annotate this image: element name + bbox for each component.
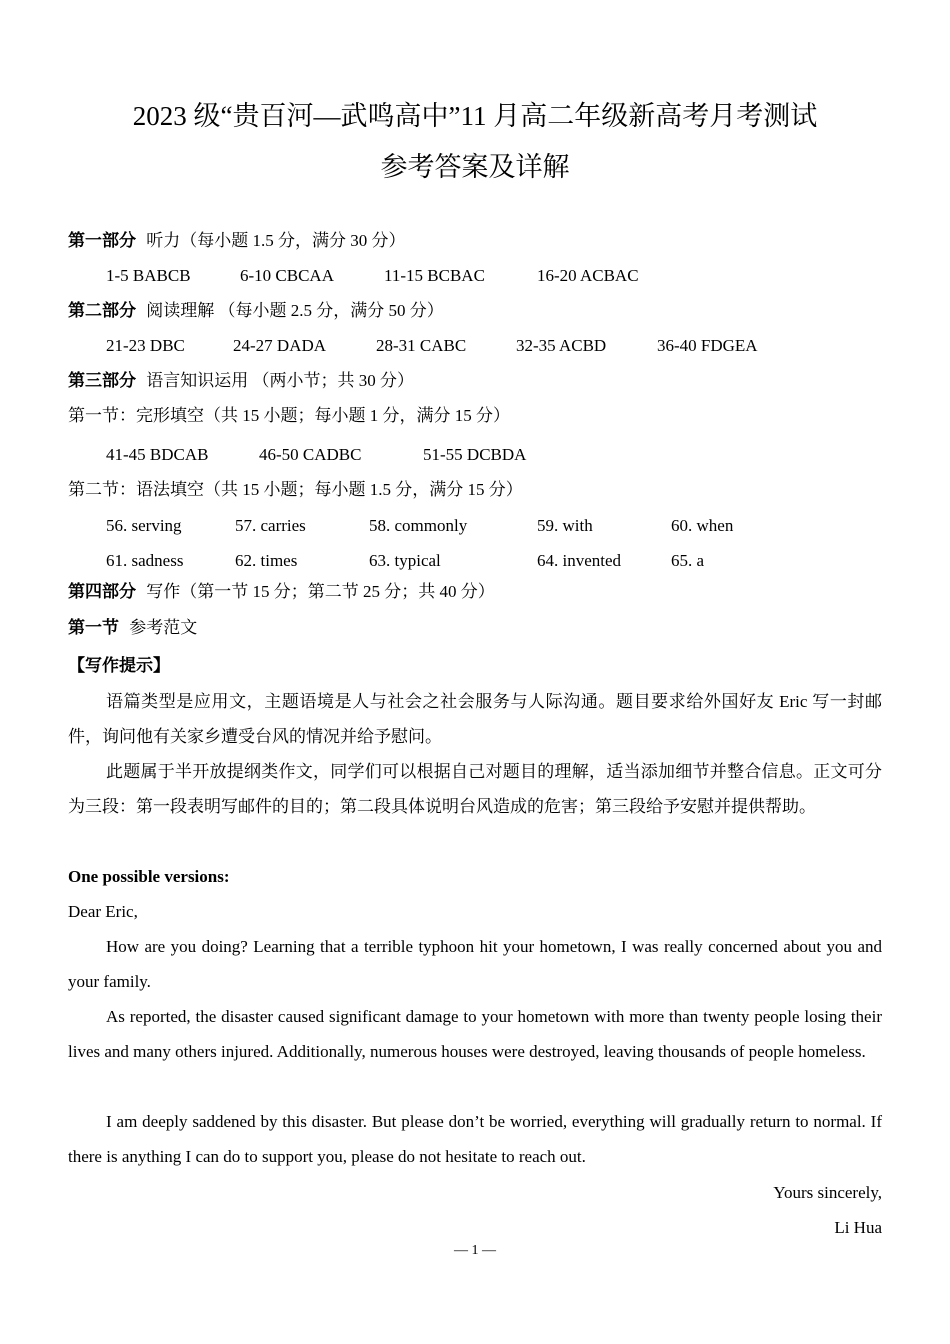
part1-heading [68,229,406,253]
sample-version-heading: One possible versions: [68,867,230,886]
answer-group: 21-23 DBC [106,336,185,355]
answer-group: 51-55 DCBDA [423,445,527,464]
part3-label: 第三部分 [68,371,136,390]
answer-group: 28-31 CABC [376,336,467,355]
answer-group: 36-40 FDGEA [657,336,758,355]
part2-desc: 阅读理解 （每小题 2.5 分，满分 50 分） [146,301,444,320]
part1-desc: 听力（每小题 1.5 分，满分 30 分） [146,231,406,250]
grammar-answer: 56. serving [106,516,182,535]
part4-desc: 写作（第一节 15 分；第二节 25 分；共 40 分） [146,582,495,601]
grammar-answer: 62. times [235,551,298,570]
part4-section1-heading [68,616,197,640]
part3-section1-heading: 第一节：完形填空（共 15 小题；每小题 1 分，满分 15 分） [68,406,510,425]
page-number: — 1 — [454,1243,496,1258]
part2-label: 第二部分 [68,301,136,320]
part3-desc: 语言知识运用 （两小节；共 30 分） [146,371,414,390]
grammar-answer: 57. carries [235,516,306,535]
letter-paragraph: I am deeply saddened by this disaster. But please don’t be worried, everything will gradually return to normal. If there is anything I can do to support you, please do not hesitate to reach out. [68,1112,882,1166]
letter-paragraph: As reported, the disaster caused significant damage to your hometown with more than twenty people losing their lives and many others injured. Additionally, numerous houses were destroyed, leaving thousands of people homeless. [68,1007,882,1061]
grammar-answer: 65. a [671,551,705,570]
writing-tips-heading: 【写作提示】 [68,656,170,675]
answer-group: 24-27 DADA [233,336,327,355]
answer-group: 6-10 CBCAA [240,266,334,285]
document-subtitle: 参考答案及详解 [380,152,570,182]
answer-group: 11-15 BCBAC [384,266,485,285]
grammar-answer: 59. with [537,516,593,535]
part3-heading [68,369,414,393]
grammar-answer: 58. commonly [369,516,468,535]
part4-label: 第四部分 [68,582,136,601]
document-title: 2023 级“贵百河—武鸣高中”11 月高二年级新高考月考测试 [132,101,818,131]
grammar-answer: 61. sadness [106,551,184,570]
grammar-answer: 63. typical [369,551,441,570]
grammar-answer: 64. invented [537,551,622,570]
part4-section1-label: 第一节 [68,618,119,637]
letter-greeting: Dear Eric, [68,902,138,921]
part4-heading [68,580,495,604]
answer-group: 46-50 CADBC [259,445,362,464]
part4-section1-desc: 参考范文 [129,618,198,637]
letter-signature: Li Hua [834,1218,882,1237]
answer-group: 41-45 BDCAB [106,445,209,464]
part3-section2-heading: 第二节：语法填空（共 15 小题；每小题 1.5 分，满分 15 分） [68,480,523,499]
letter-paragraph: How are you doing? Learning that a terrible typhoon hit your hometown, I was really concerned about you and your family. [68,937,882,991]
answer-group: 32-35 ACBD [516,336,607,355]
answer-group: 1-5 BABCB [106,266,191,285]
letter-closing: Yours sincerely, [773,1183,882,1202]
part2-heading [68,299,444,323]
part1-label: 第一部分 [68,231,136,250]
grammar-answer: 60. when [671,516,734,535]
writing-tips-paragraph: 此题属于半开放提纲类作文，同学们可以根据自己对题目的理解，适当添加细节并整合信息。正文可分为三段：第一段表明写邮件的目的；第二段具体说明台风造成的危害；第三段给予安慰并提供帮助。 [68,762,882,816]
answer-group: 16-20 ACBAC [537,266,639,285]
writing-tips-paragraph: 语篇类型是应用文，主题语境是人与社会之社会服务与人际沟通。题目要求给外国好友 Eric 写一封邮件，询问他有关家乡遭受台风的情况并给予慰问。 [68,692,882,746]
